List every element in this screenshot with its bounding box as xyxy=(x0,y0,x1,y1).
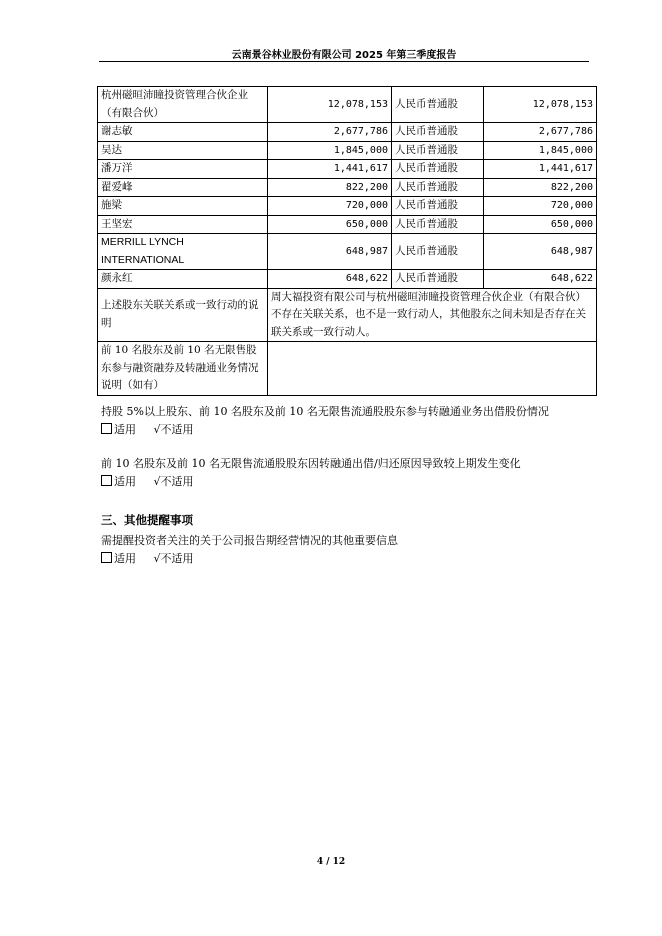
share-type: 人民币普通股 xyxy=(392,123,484,142)
section-text: 需提醒投资者关注的关于公司报告期经营情况的其他重要信息 xyxy=(101,534,398,547)
table-row xyxy=(98,270,597,289)
option-applicable: 适用 xyxy=(114,552,136,565)
applicability-options xyxy=(101,421,549,439)
applicability-options xyxy=(101,473,521,491)
note-text: 持股 5%以上股东、前 10 名股东及前 10 名无限售流通股股东参与转融通业务出借股份情况 xyxy=(101,405,549,418)
share-count: 2,677,786 xyxy=(484,123,597,142)
margin-text xyxy=(268,342,597,396)
share-count: 822,200 xyxy=(484,178,597,197)
share-type: 人民币普通股 xyxy=(392,87,484,123)
note-text: 前 10 名股东及前 10 名无限售流通股股东因转融通出借/归还原因导致较上期发生变化 xyxy=(101,457,521,470)
section3-body xyxy=(101,532,398,568)
holder-name: 谢志敏 xyxy=(98,123,268,142)
note-change xyxy=(101,455,521,491)
check-mark-icon: √ xyxy=(153,423,161,436)
unchecked-box-icon xyxy=(101,552,112,563)
table-row xyxy=(98,215,597,234)
share-count: 650,000 xyxy=(484,215,597,234)
holder-name: 颜永红 xyxy=(98,270,268,289)
share-type: 人民币普通股 xyxy=(392,141,484,160)
holder-name: MERRILL LYNCH INTERNATIONAL xyxy=(98,234,268,270)
holder-shares: 822,200 xyxy=(268,178,392,197)
holder-shares: 2,677,786 xyxy=(268,123,392,142)
option-not-applicable: 不适用 xyxy=(160,552,194,565)
relation-row xyxy=(98,288,597,342)
table-row xyxy=(98,160,597,179)
unchecked-box-icon xyxy=(101,475,112,486)
holder-shares: 720,000 xyxy=(268,197,392,216)
check-mark-icon: √ xyxy=(153,475,161,488)
holder-shares: 1,845,000 xyxy=(268,141,392,160)
holder-name: 翟爱峰 xyxy=(98,178,268,197)
holder-shares: 648,987 xyxy=(268,234,392,270)
margin-label: 前 10 名股东及前 10 名无限售股东参与融资融券及转融通业务情况说明（如有） xyxy=(98,342,268,396)
section-title: 三、其他提醒事项 xyxy=(101,513,193,527)
holder-shares: 648,622 xyxy=(268,270,392,289)
option-not-applicable: 不适用 xyxy=(160,423,194,436)
share-count: 1,441,617 xyxy=(484,160,597,179)
report-header: 云南景谷林业股份有限公司 2025 年第三季度报告 xyxy=(231,50,457,61)
relation-label: 上述股东关联关系或一致行动的说明 xyxy=(98,288,268,342)
share-type: 人民币普通股 xyxy=(392,197,484,216)
check-mark-icon: √ xyxy=(153,552,161,565)
applicability-options xyxy=(101,550,398,568)
table-row xyxy=(98,234,597,270)
share-count: 1,845,000 xyxy=(484,141,597,160)
holder-name: 潘万洋 xyxy=(98,160,268,179)
table-row xyxy=(98,197,597,216)
holder-name: 吴达 xyxy=(98,141,268,160)
holder-shares: 650,000 xyxy=(268,215,392,234)
margin-row xyxy=(98,342,597,396)
holder-name: 施梁 xyxy=(98,197,268,216)
share-count: 648,987 xyxy=(484,234,597,270)
share-type: 人民币普通股 xyxy=(392,234,484,270)
table-row xyxy=(98,178,597,197)
note-lending xyxy=(101,403,549,439)
share-type: 人民币普通股 xyxy=(392,270,484,289)
option-applicable: 适用 xyxy=(114,475,136,488)
share-count: 720,000 xyxy=(484,197,597,216)
share-type: 人民币普通股 xyxy=(392,178,484,197)
option-not-applicable: 不适用 xyxy=(160,475,194,488)
holder-name: 杭州磁晅沛瞳投资管理合伙企业（有限合伙） xyxy=(98,87,268,123)
page-number: 4 / 12 xyxy=(316,857,346,867)
share-count: 12,078,153 xyxy=(484,87,597,123)
header-rule xyxy=(99,61,589,62)
share-type: 人民币普通股 xyxy=(392,215,484,234)
holder-shares: 1,441,617 xyxy=(268,160,392,179)
unchecked-box-icon xyxy=(101,423,112,434)
holder-name: 王坚宏 xyxy=(98,215,268,234)
table-row xyxy=(98,87,597,123)
option-applicable: 适用 xyxy=(114,423,136,436)
table-row xyxy=(98,141,597,160)
relation-text: 周大福投资有限公司与杭州磁晅沛瞳投资管理合伙企业（有限合伙）不存在关联关系，也不是一致行动人，其他股东之间未知是否存在关联关系或一致行动人。 xyxy=(268,288,597,342)
share-count: 648,622 xyxy=(484,270,597,289)
share-type: 人民币普通股 xyxy=(392,160,484,179)
table-row xyxy=(98,123,597,142)
shareholders-table xyxy=(97,86,597,396)
holder-shares: 12,078,153 xyxy=(268,87,392,123)
